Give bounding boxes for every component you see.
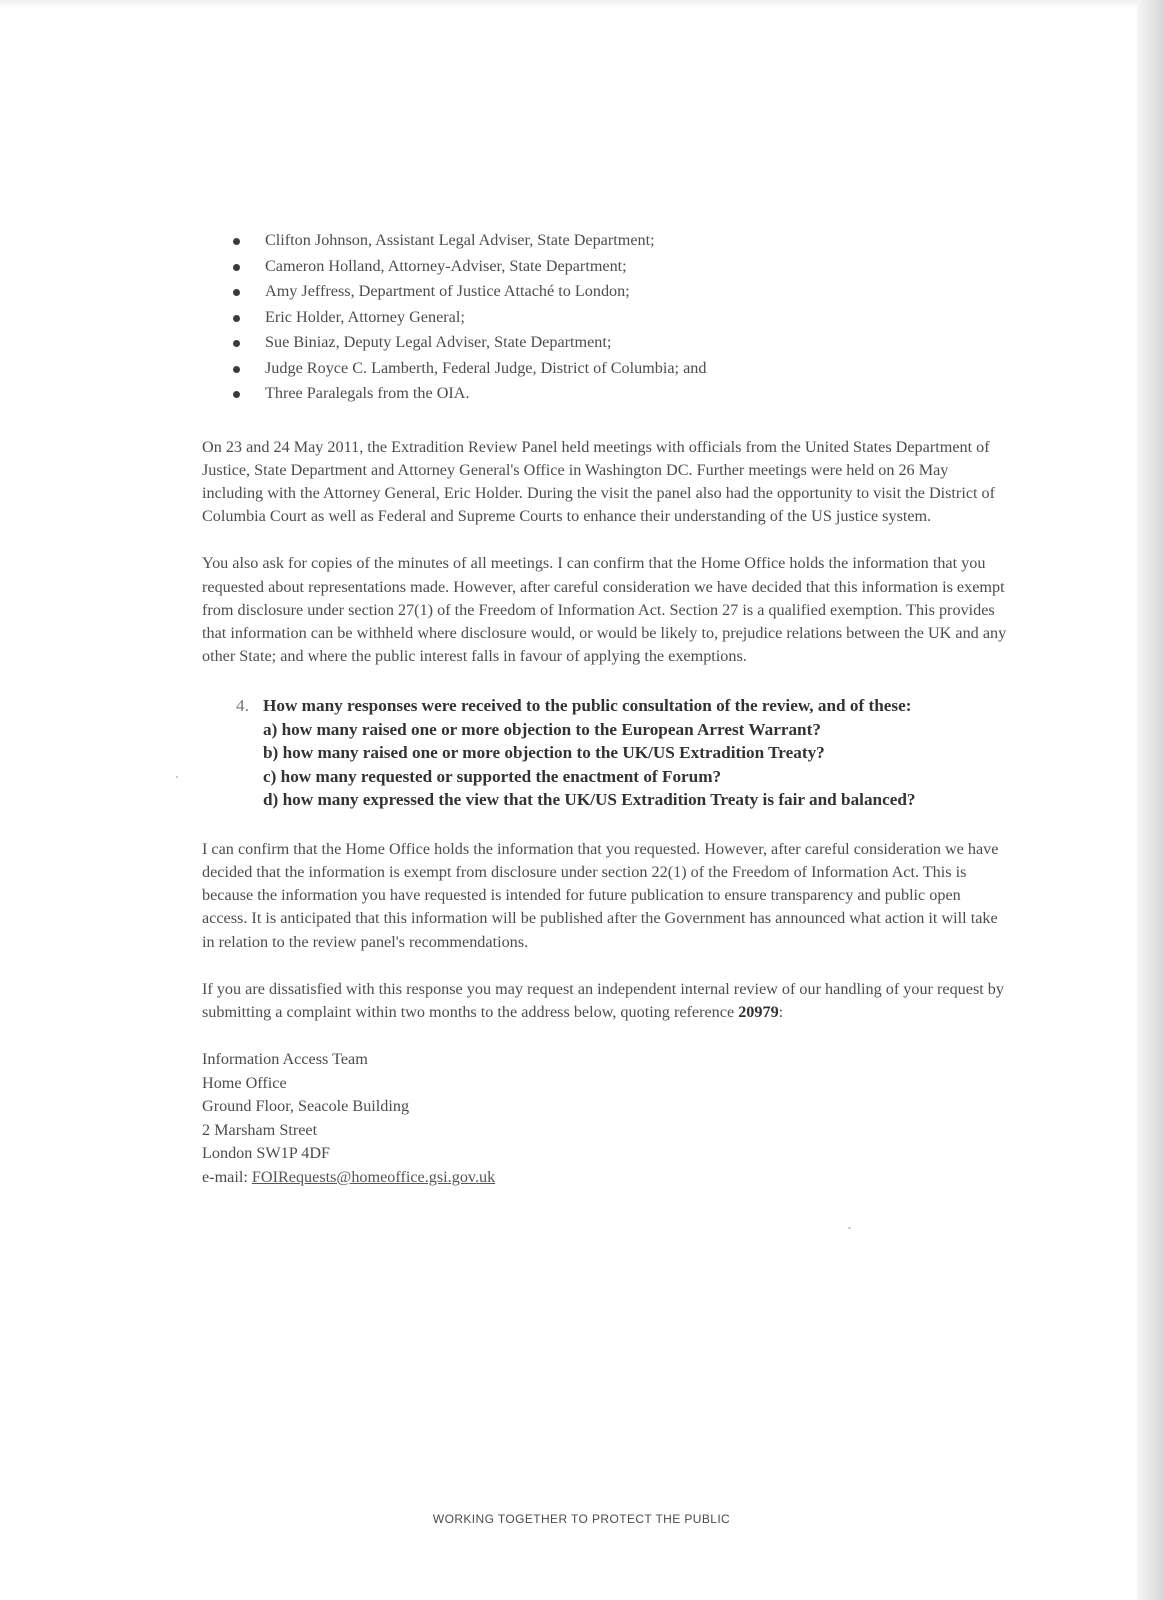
bullet-icon (233, 264, 240, 271)
question-sub-c: c) how many requested or supported the enactment of Forum? (263, 766, 722, 786)
question-4 (202, 694, 1010, 812)
bullet-icon (233, 340, 240, 347)
list-item (202, 279, 1010, 305)
email-label: e-mail: (202, 1167, 252, 1186)
address-block (202, 1048, 1010, 1189)
attendee-name: Clifton Johnson, Assistant Legal Adviser, State Department; (265, 231, 655, 249)
reference-suffix: : (778, 1003, 784, 1022)
email-line (202, 1166, 1010, 1190)
attendee-name: Three Paralegals from the OIA. (265, 384, 470, 402)
attendee-name: Cameron Holland, Attorney-Adviser, State Department; (265, 256, 627, 275)
question-number: 4. (236, 696, 249, 716)
email-link[interactable]: FOIRequests@homeoffice.gsi.gov.uk (251, 1167, 496, 1186)
letter-body (202, 228, 1010, 1189)
question-sub-d: d) how many expressed the view that the UK/US Extradition Treaty is fair and balanced? (263, 790, 916, 810)
list-item (202, 254, 1010, 280)
address-line: Ground Floor, Seacole Building (202, 1097, 410, 1116)
scan-edge-top (0, 0, 1163, 8)
review-text: If you are dissatisfied with this response you may request an independent internal review of our handling of your request by submitting a complaint within two months to the address below, quoting reference (202, 979, 1004, 1022)
footer-slogan: WORKING TOGETHER TO PROTECT THE PUBLIC (432, 1512, 731, 1526)
scan-edge-right (1137, 0, 1163, 1600)
attendee-name: Eric Holder, Attorney General; (265, 307, 465, 326)
address-line: London SW1P 4DF (202, 1144, 331, 1163)
bullet-icon (233, 315, 240, 322)
question-sub-a: a) how many raised one or more objection to the European Arrest Warrant? (263, 719, 821, 739)
attendee-name: Sue Biniaz, Deputy Legal Adviser, State Department; (265, 333, 612, 351)
review-paragraph (202, 978, 1010, 1024)
attendee-list (202, 228, 1010, 407)
list-item (202, 330, 1010, 356)
scan-speck (848, 1227, 851, 1229)
attendee-name: Amy Jeffress, Department of Justice Attaché to London; (265, 282, 630, 300)
bullet-icon (233, 366, 240, 373)
list-item (202, 381, 1010, 407)
visit-paragraph: On 23 and 24 May 2011, the Extradition Review Panel held meetings with officials from the United States Department of Justice, State Department and Attorney General's Office in Washington DC. Further meetings were held on 26 May including with the Attorney General, Eric Holder. During the visit the panel also had the opportunity to visit the District of Columbia Court as well as Federal and Supreme Courts to enhance their understanding of the US justice system. (202, 437, 996, 526)
address-line: 2 Marsham Street (202, 1120, 318, 1139)
reference-number: 20979 (738, 1003, 779, 1022)
question-heading: How many responses were received to the public consultation of the review, and of these: (263, 696, 912, 716)
bullet-icon (233, 289, 240, 296)
scan-speck (176, 776, 178, 778)
attendee-name: Judge Royce C. Lamberth, Federal Judge, District of Columbia; and (265, 358, 707, 377)
minutes-paragraph: You also ask for copies of the minutes of all meetings. I can confirm that the Home Office holds the information that you requested about representations made. However, after careful consideration we have decided that this information is exempt from disclosure under section 27(1) of the Freedom of Information Act. Section 27 is a qualified exemption. This provides that information can be withheld where disclosure would, or would be likely to, prejudice relations between the UK and any other State; and where the public interest falls in favour of applying the exemptions. (202, 554, 1007, 666)
list-item (202, 228, 1010, 254)
question-sub-b: b) how many raised one or more objection to the UK/US Extradition Treaty? (263, 743, 825, 763)
address-line: Home Office (202, 1073, 287, 1092)
bullet-icon (233, 391, 240, 398)
list-item (202, 356, 1010, 382)
list-item (202, 305, 1010, 331)
bullet-icon (233, 238, 240, 245)
address-line: Information Access Team (202, 1050, 368, 1069)
answer-4-paragraph: I can confirm that the Home Office holds the information that you requested. However, after careful consideration we have decided that the information is exempt from disclosure under section 22(1) of the Freedom of Information Act. This is because the information you have requested is intended for future publication to ensure transparency and public open access. It is anticipated that this information will be published after the Government has announced what action it will take in relation to the review panel's recommendations. (202, 839, 999, 951)
